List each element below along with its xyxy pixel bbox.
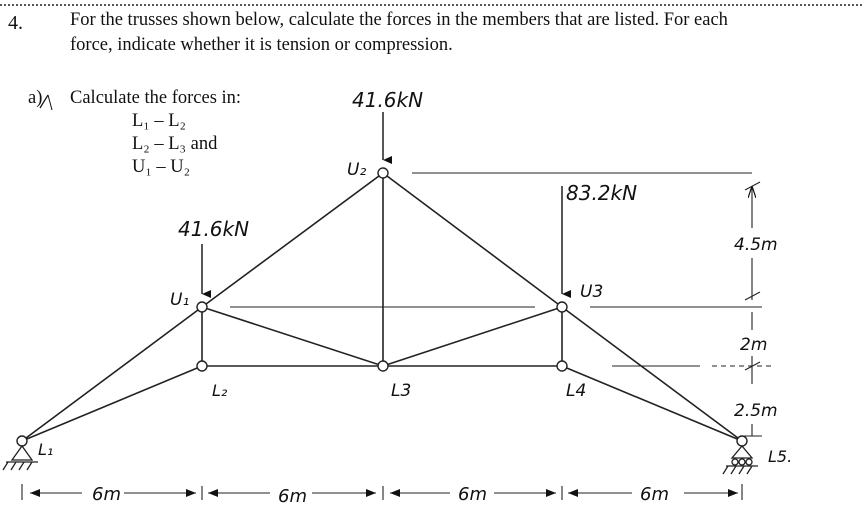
node-label-u1: U₁ <box>170 290 190 310</box>
dim-label-height-3: 2.5m <box>734 401 778 421</box>
node-label-u3: U3 <box>580 282 604 302</box>
part-a-prompt: Calculate the forces in: <box>70 88 242 108</box>
load-label-right: 83.2kN <box>566 181 638 205</box>
dim-arrow <box>568 489 578 497</box>
pin-support-l1 <box>3 446 38 470</box>
joint-u2 <box>378 168 388 178</box>
node-label-l2: L₂ <box>212 381 228 400</box>
dim-label-height-2: 2m <box>740 335 768 355</box>
dim-arrow <box>728 489 738 497</box>
joint-u3 <box>557 302 567 312</box>
member-u1-l3 <box>202 307 383 366</box>
joint-l2 <box>197 361 207 371</box>
statement-line-1: For the trusses shown below, calculate the forces in the members that are listed. For each <box>70 10 728 30</box>
member-u2-u3 <box>383 173 562 307</box>
member-l4-l5 <box>562 366 742 441</box>
load-label-left: 41.6kN <box>178 217 250 241</box>
dim-arrow <box>30 489 40 497</box>
dim-label-span-4: 6m <box>640 484 669 505</box>
node-label-l3: L3 <box>391 381 412 401</box>
dim-label-height-1: 4.5m <box>734 235 778 255</box>
dim-arrow <box>208 489 218 497</box>
joint-l4 <box>557 361 567 371</box>
dim-arrow <box>390 489 400 497</box>
roller-support-l5 <box>723 446 758 474</box>
member-l2-l3: L₂ – L₃ and <box>132 134 218 154</box>
pen-mark <box>48 95 52 110</box>
statement-line-2: force, indicate whether it is tension or compression. <box>70 35 453 55</box>
member-l1-l2: L₁ – L₂ <box>132 111 187 131</box>
node-label-l5: L5. <box>768 447 793 466</box>
dim-label-span-3: 6m <box>458 484 487 505</box>
dim-arrow <box>186 489 196 497</box>
dim-label-span-1: 6m <box>92 484 121 505</box>
node-label-l1: L₁ <box>38 440 54 459</box>
node-label-u2: U₂ <box>347 160 367 180</box>
member-u3-l5 <box>562 307 742 441</box>
joint-u1 <box>197 302 207 312</box>
dim-arrow <box>366 489 376 497</box>
problem-number: 4. <box>8 12 23 34</box>
load-label-top: 41.6kN <box>352 88 424 112</box>
member-l1-u1 <box>22 307 202 441</box>
node-label-l4: L4 <box>566 381 587 401</box>
part-a-label: a) <box>28 88 43 108</box>
dim-arrow <box>546 489 556 497</box>
dim-label-span-2: 6m <box>278 486 307 507</box>
member-u1-u2: U₁ – U₂ <box>132 157 191 177</box>
joint-l1 <box>17 436 27 446</box>
pen-mark <box>40 95 48 108</box>
member-l1-l2 <box>22 366 202 441</box>
joint-l5 <box>737 436 747 446</box>
joint-l3 <box>378 361 388 371</box>
member-l3-u3 <box>383 307 562 366</box>
